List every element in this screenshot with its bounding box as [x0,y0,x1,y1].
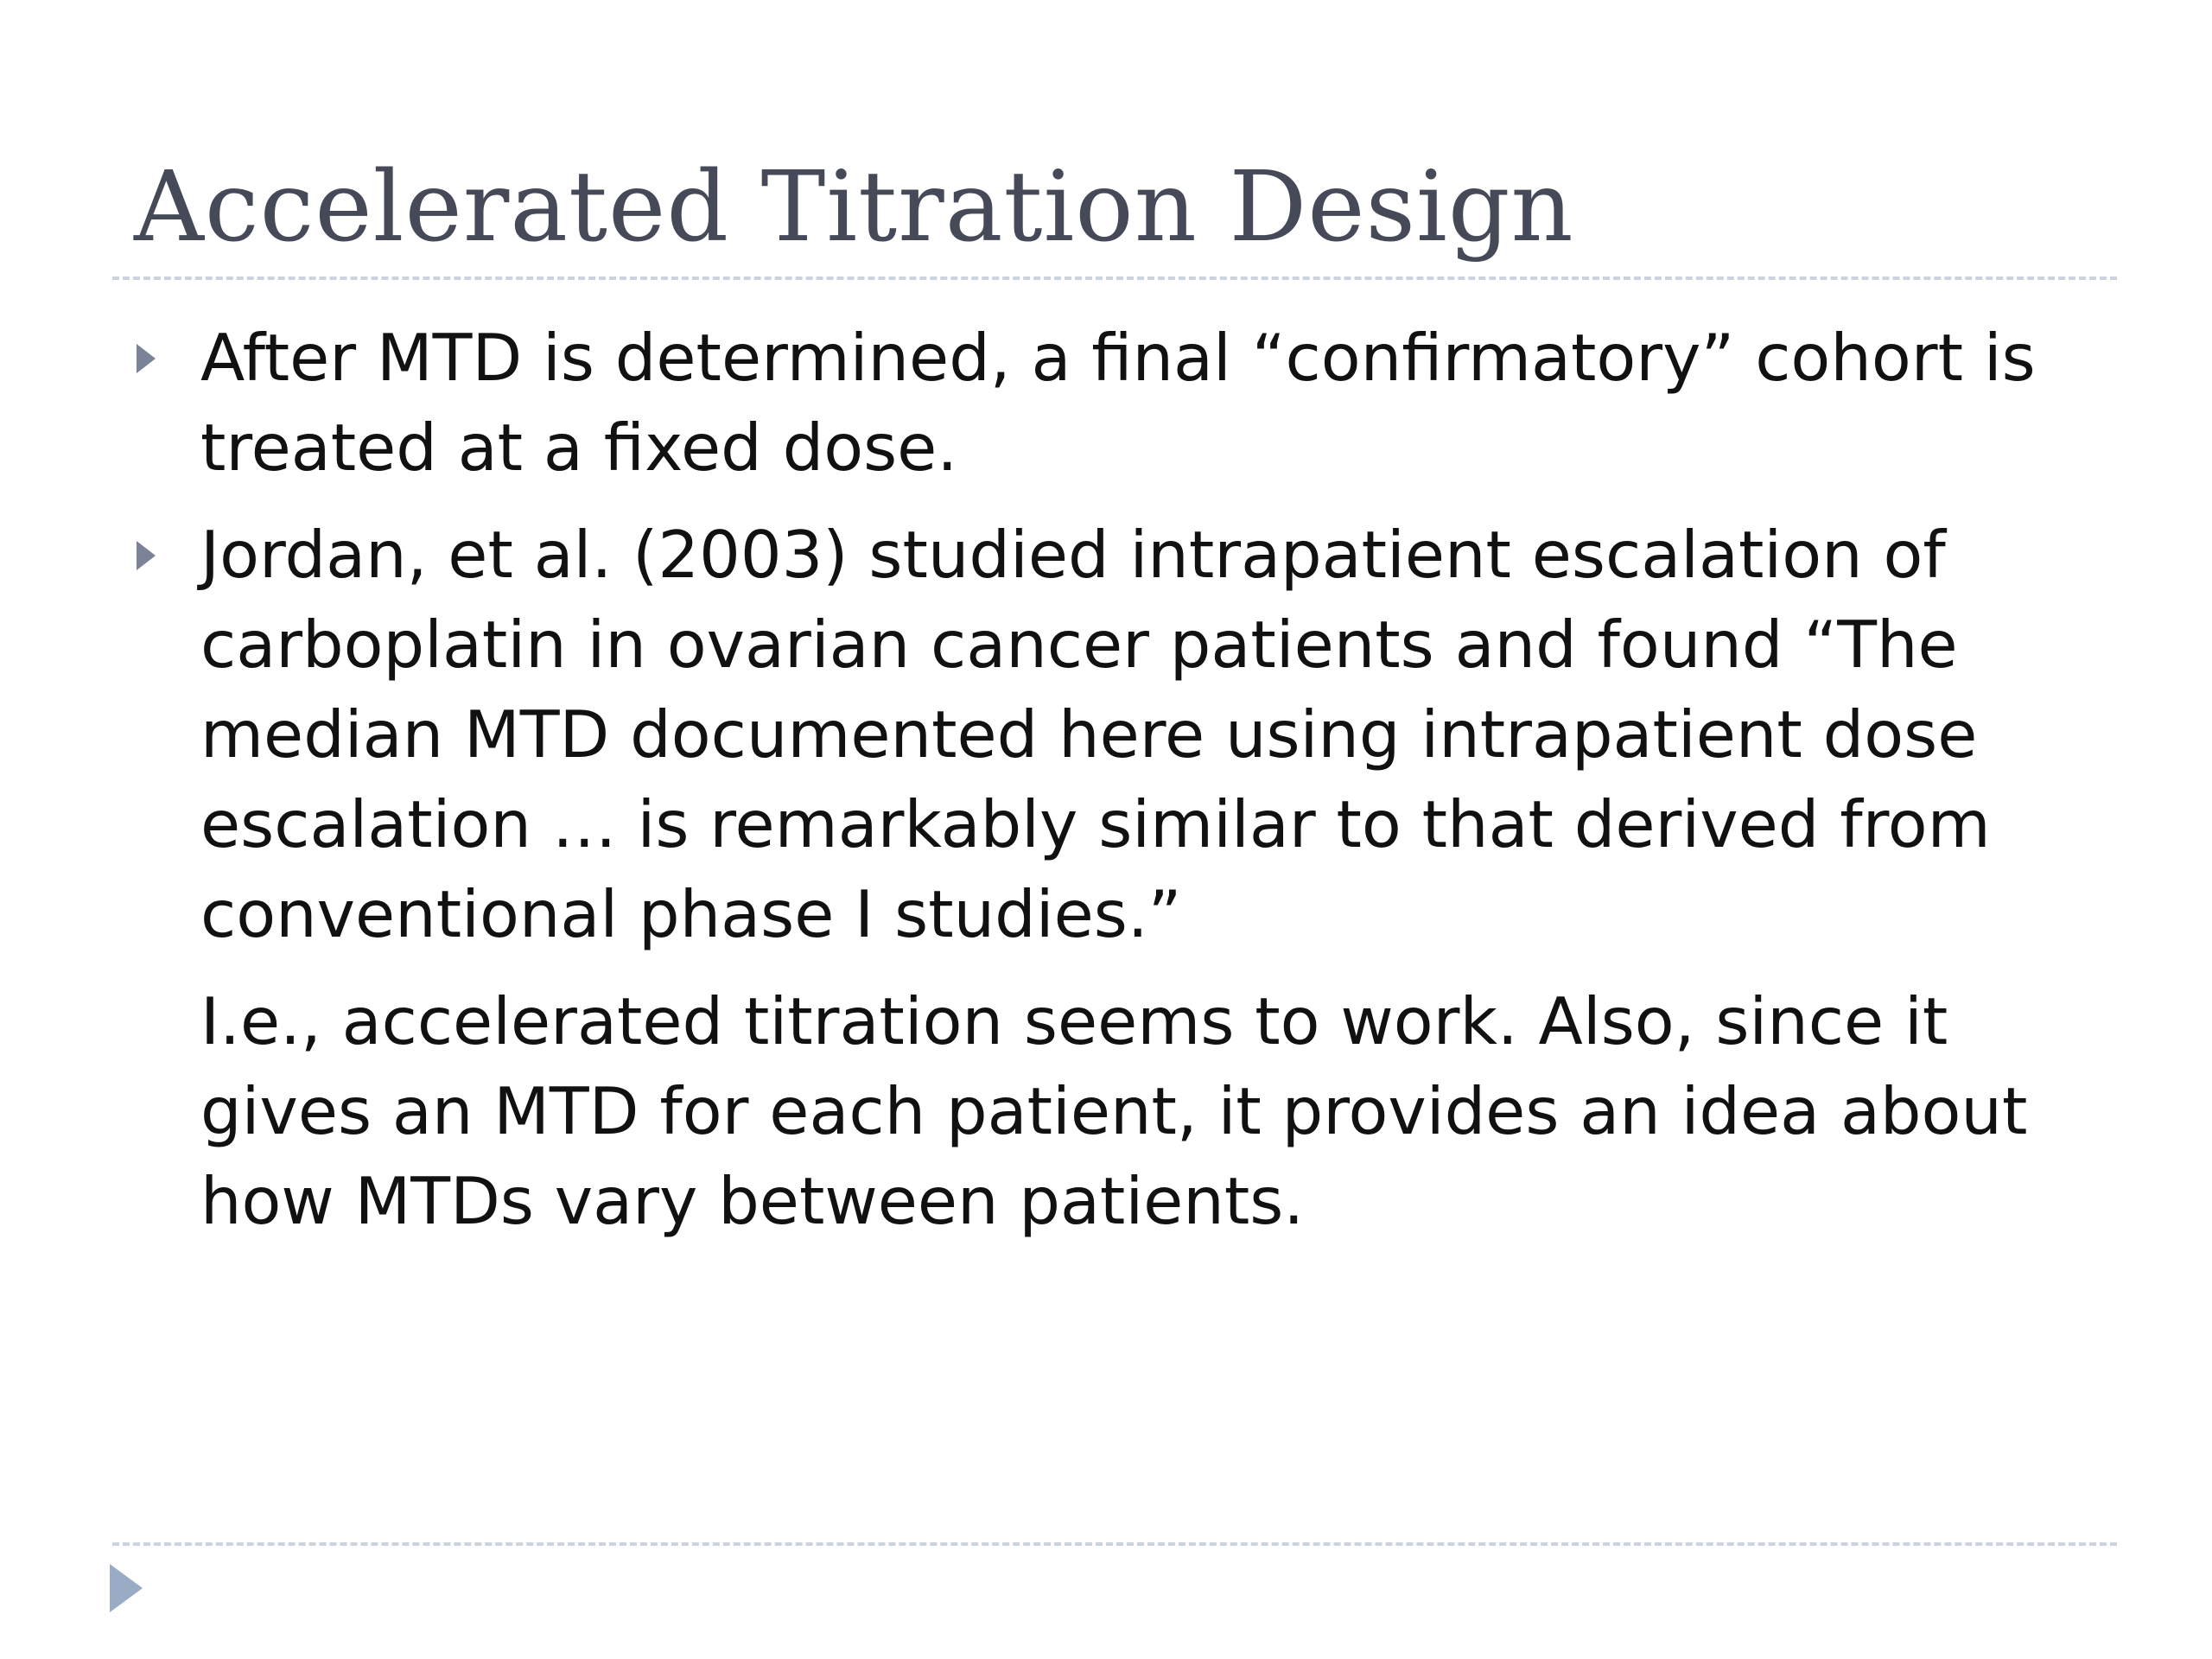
bullet-text: Jordan, et al. (2003) studied intrapatient escalation of carboplatin in ovarian cancer patients and found “The median MTD documented here using intrapatient dose escalation … is remarkably similar to that derived from conventional phase I studies.” [200,517,1991,952]
triangle-right-icon [137,541,156,570]
play-arrow-icon[interactable] [110,1564,143,1612]
triangle-right-icon [137,344,156,373]
bullet-item [130,313,2100,493]
bullet-item [130,510,2100,959]
footer-divider [112,1542,2117,1546]
title-divider [112,276,2117,280]
bullet-text: After MTD is determined, a final “confirmatory” cohort is treated at a fixed dose. [200,320,2036,486]
slide-body [130,313,2100,1246]
body-paragraph: I.e., accelerated titration seems to work. Also, since it gives an MTD for each patient, it provides an idea about how MTDs vary between patients. [200,983,2028,1239]
slide-title: Accelerated Titration Design [134,151,1574,264]
